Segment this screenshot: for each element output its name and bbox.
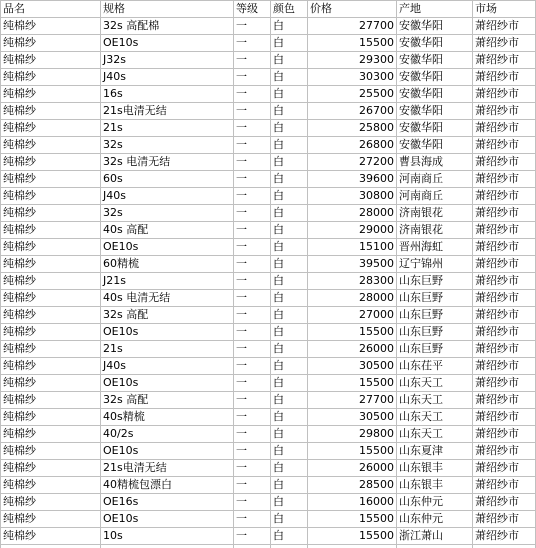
table-row [1, 188, 536, 205]
cell-market[interactable]: 萧绍纱市 [473, 103, 536, 120]
cell-grade[interactable]: 一 [234, 154, 271, 171]
cell-origin[interactable]: 曹县海成 [397, 154, 473, 171]
empty-cell[interactable] [473, 545, 536, 548]
cell-color[interactable]: 白 [271, 154, 308, 171]
empty-cell[interactable] [397, 545, 473, 548]
cell-product-name[interactable]: 纯棉纱 [1, 222, 101, 239]
cell-color[interactable]: 白 [271, 103, 308, 120]
cell-spec[interactable]: OE10s [101, 443, 234, 460]
cell-market[interactable]: 萧绍纱市 [473, 188, 536, 205]
cell-price[interactable]: 15500 [308, 324, 397, 341]
cell-color[interactable]: 白 [271, 324, 308, 341]
cell-spec[interactable]: 16s [101, 86, 234, 103]
cell-market[interactable]: 萧绍纱市 [473, 222, 536, 239]
cell-product-name[interactable]: 纯棉纱 [1, 171, 101, 188]
cell-price[interactable]: 26000 [308, 341, 397, 358]
table-row [1, 18, 536, 35]
cell-grade[interactable]: 一 [234, 171, 271, 188]
cell-color[interactable]: 白 [271, 477, 308, 494]
cell-market[interactable]: 萧绍纱市 [473, 52, 536, 69]
cell-origin[interactable]: 安徽华阳 [397, 120, 473, 137]
cell-grade[interactable]: 一 [234, 426, 271, 443]
header-product-name[interactable]: 品名 [1, 1, 101, 18]
cell-grade[interactable]: 一 [234, 188, 271, 205]
cell-price[interactable]: 27000 [308, 307, 397, 324]
cell-product-name[interactable]: 纯棉纱 [1, 528, 101, 545]
cell-color[interactable]: 白 [271, 290, 308, 307]
cell-grade[interactable]: 一 [234, 86, 271, 103]
cell-spec[interactable]: 32s [101, 137, 234, 154]
cell-price[interactable]: 29000 [308, 222, 397, 239]
cell-price[interactable]: 39600 [308, 171, 397, 188]
cell-spec[interactable]: 21s电清无结 [101, 460, 234, 477]
cell-market[interactable]: 萧绍纱市 [473, 375, 536, 392]
cell-spec[interactable]: 32s 高配棉 [101, 18, 234, 35]
cell-market[interactable]: 萧绍纱市 [473, 256, 536, 273]
cell-product-name[interactable]: 纯棉纱 [1, 273, 101, 290]
cell-origin[interactable]: 山东巨野 [397, 324, 473, 341]
cell-origin[interactable]: 浙江萧山 [397, 528, 473, 545]
cell-color[interactable]: 白 [271, 375, 308, 392]
cell-market[interactable]: 萧绍纱市 [473, 443, 536, 460]
table-row [1, 358, 536, 375]
table-row [1, 409, 536, 426]
table-row [1, 137, 536, 154]
cell-market[interactable]: 萧绍纱市 [473, 35, 536, 52]
cell-price[interactable]: 15500 [308, 511, 397, 528]
cell-color[interactable]: 白 [271, 409, 308, 426]
cell-grade[interactable]: 一 [234, 477, 271, 494]
cell-market[interactable]: 萧绍纱市 [473, 290, 536, 307]
cell-grade[interactable]: 一 [234, 239, 271, 256]
table-row [1, 392, 536, 409]
cell-product-name[interactable]: 纯棉纱 [1, 477, 101, 494]
cell-price[interactable]: 30500 [308, 358, 397, 375]
cell-price[interactable]: 26700 [308, 103, 397, 120]
cell-color[interactable]: 白 [271, 256, 308, 273]
cell-price[interactable]: 39500 [308, 256, 397, 273]
cell-color[interactable]: 白 [271, 426, 308, 443]
cell-color[interactable]: 白 [271, 460, 308, 477]
cell-price[interactable]: 27200 [308, 154, 397, 171]
cell-grade[interactable]: 一 [234, 120, 271, 137]
cell-product-name[interactable]: 纯棉纱 [1, 256, 101, 273]
cell-product-name[interactable]: 纯棉纱 [1, 358, 101, 375]
cell-price[interactable]: 28000 [308, 205, 397, 222]
cell-color[interactable]: 白 [271, 239, 308, 256]
cell-market[interactable]: 萧绍纱市 [473, 154, 536, 171]
cell-market[interactable]: 萧绍纱市 [473, 69, 536, 86]
cell-market[interactable]: 萧绍纱市 [473, 239, 536, 256]
cell-spec[interactable]: 40s精梳 [101, 409, 234, 426]
table-row [1, 239, 536, 256]
cell-color[interactable]: 白 [271, 273, 308, 290]
cell-color[interactable]: 白 [271, 188, 308, 205]
cell-grade[interactable]: 一 [234, 69, 271, 86]
table-row [1, 494, 536, 511]
cell-color[interactable]: 白 [271, 205, 308, 222]
cell-origin[interactable]: 山东仲元 [397, 494, 473, 511]
cell-origin[interactable]: 山东银丰 [397, 460, 473, 477]
cell-spec[interactable]: J21s [101, 273, 234, 290]
cell-product-name[interactable]: 纯棉纱 [1, 239, 101, 256]
header-price[interactable]: 价格 [308, 1, 397, 18]
cell-product-name[interactable]: 纯棉纱 [1, 18, 101, 35]
table-row [1, 35, 536, 52]
cell-spec[interactable]: 60精梳 [101, 256, 234, 273]
cell-market[interactable]: 萧绍纱市 [473, 86, 536, 103]
cell-market[interactable]: 萧绍纱市 [473, 358, 536, 375]
cell-spec[interactable]: 40s 电清无结 [101, 290, 234, 307]
cell-price[interactable]: 15500 [308, 375, 397, 392]
cell-spec[interactable]: 21s [101, 341, 234, 358]
cell-origin[interactable]: 山东茌平 [397, 358, 473, 375]
cell-price[interactable]: 15500 [308, 528, 397, 545]
cell-spec[interactable]: 40s 高配 [101, 222, 234, 239]
cell-price[interactable]: 25500 [308, 86, 397, 103]
cell-product-name[interactable]: 纯棉纱 [1, 103, 101, 120]
cell-price[interactable]: 15100 [308, 239, 397, 256]
cell-price[interactable]: 30500 [308, 409, 397, 426]
cell-market[interactable]: 萧绍纱市 [473, 307, 536, 324]
cell-price[interactable]: 27700 [308, 392, 397, 409]
cell-market[interactable]: 萧绍纱市 [473, 477, 536, 494]
cell-spec[interactable]: 21s电清无结 [101, 103, 234, 120]
table-row [1, 222, 536, 239]
cell-origin[interactable]: 山东天工 [397, 409, 473, 426]
cell-grade[interactable]: 一 [234, 205, 271, 222]
cell-price[interactable]: 15500 [308, 35, 397, 52]
cell-spec[interactable]: 32s 高配 [101, 392, 234, 409]
cell-grade[interactable]: 一 [234, 290, 271, 307]
cell-product-name[interactable]: 纯棉纱 [1, 392, 101, 409]
table-row [1, 205, 536, 222]
header-row [1, 1, 536, 18]
cell-color[interactable]: 白 [271, 171, 308, 188]
empty-cell[interactable] [234, 545, 271, 548]
cell-color[interactable]: 白 [271, 528, 308, 545]
table-row [1, 52, 536, 69]
cell-origin[interactable]: 晋州海虹 [397, 239, 473, 256]
cell-spec[interactable]: J40s [101, 188, 234, 205]
cell-color[interactable]: 白 [271, 511, 308, 528]
cell-product-name[interactable]: 纯棉纱 [1, 426, 101, 443]
cell-grade[interactable]: 一 [234, 494, 271, 511]
cell-spec[interactable]: 21s [101, 120, 234, 137]
cell-origin[interactable]: 安徽华阳 [397, 69, 473, 86]
cell-product-name[interactable]: 纯棉纱 [1, 52, 101, 69]
cell-grade[interactable]: 一 [234, 409, 271, 426]
empty-cell[interactable] [101, 545, 234, 548]
cell-product-name[interactable]: 纯棉纱 [1, 86, 101, 103]
cell-product-name[interactable]: 纯棉纱 [1, 443, 101, 460]
cell-spec[interactable]: 32s 电清无结 [101, 154, 234, 171]
cell-origin[interactable]: 山东天工 [397, 426, 473, 443]
cell-grade[interactable]: 一 [234, 324, 271, 341]
cell-price[interactable]: 29800 [308, 426, 397, 443]
cell-grade[interactable]: 一 [234, 341, 271, 358]
empty-cell[interactable] [1, 545, 101, 548]
cell-origin[interactable]: 山东天工 [397, 375, 473, 392]
cell-spec[interactable]: OE10s [101, 324, 234, 341]
cell-market[interactable]: 萧绍纱市 [473, 511, 536, 528]
cell-price[interactable]: 28300 [308, 273, 397, 290]
cell-grade[interactable]: 一 [234, 256, 271, 273]
empty-cell[interactable] [271, 545, 308, 548]
cell-product-name[interactable]: 纯棉纱 [1, 375, 101, 392]
cell-market[interactable]: 萧绍纱市 [473, 171, 536, 188]
table-row [1, 511, 536, 528]
cell-origin[interactable]: 河南商丘 [397, 188, 473, 205]
cell-market[interactable]: 萧绍纱市 [473, 18, 536, 35]
cell-spec[interactable]: OE10s [101, 35, 234, 52]
cell-grade[interactable]: 一 [234, 443, 271, 460]
cell-origin[interactable]: 山东天工 [397, 392, 473, 409]
cell-grade[interactable]: 一 [234, 511, 271, 528]
table-row [1, 154, 536, 171]
table-row [1, 426, 536, 443]
cell-market[interactable]: 萧绍纱市 [473, 341, 536, 358]
cell-origin[interactable]: 安徽华阳 [397, 86, 473, 103]
cell-product-name[interactable]: 纯棉纱 [1, 409, 101, 426]
cell-grade[interactable]: 一 [234, 375, 271, 392]
cell-origin[interactable]: 安徽华阳 [397, 103, 473, 120]
cell-grade[interactable]: 一 [234, 52, 271, 69]
table-row [1, 86, 536, 103]
cell-grade[interactable]: 一 [234, 358, 271, 375]
cell-market[interactable]: 萧绍纱市 [473, 205, 536, 222]
cell-product-name[interactable]: 纯棉纱 [1, 69, 101, 86]
table-row [1, 460, 536, 477]
cell-spec[interactable]: 32s [101, 205, 234, 222]
cell-price[interactable]: 26800 [308, 137, 397, 154]
cell-price[interactable]: 30300 [308, 69, 397, 86]
cell-market[interactable]: 萧绍纱市 [473, 409, 536, 426]
cell-origin[interactable]: 山东巨野 [397, 307, 473, 324]
cell-spec[interactable]: OE10s [101, 375, 234, 392]
cell-color[interactable]: 白 [271, 69, 308, 86]
cell-grade[interactable]: 一 [234, 528, 271, 545]
cell-color[interactable]: 白 [271, 358, 308, 375]
cell-color[interactable]: 白 [271, 137, 308, 154]
cell-product-name[interactable]: 纯棉纱 [1, 205, 101, 222]
cell-price[interactable]: 26000 [308, 460, 397, 477]
cell-price[interactable]: 30800 [308, 188, 397, 205]
cell-product-name[interactable]: 纯棉纱 [1, 511, 101, 528]
table-row [1, 341, 536, 358]
cell-origin[interactable]: 济南银花 [397, 222, 473, 239]
table-row [1, 69, 536, 86]
table-row [1, 256, 536, 273]
cell-product-name[interactable]: 纯棉纱 [1, 307, 101, 324]
cell-product-name[interactable]: 纯棉纱 [1, 137, 101, 154]
cell-spec[interactable]: OE10s [101, 511, 234, 528]
cell-product-name[interactable]: 纯棉纱 [1, 120, 101, 137]
cell-price[interactable]: 28500 [308, 477, 397, 494]
cell-origin[interactable]: 山东银丰 [397, 477, 473, 494]
table-row [1, 290, 536, 307]
cell-grade[interactable]: 一 [234, 103, 271, 120]
cell-spec[interactable]: 10s [101, 528, 234, 545]
cell-color[interactable]: 白 [271, 443, 308, 460]
cell-spec[interactable]: 60s [101, 171, 234, 188]
table-row [1, 528, 536, 545]
cell-spec[interactable]: J40s [101, 69, 234, 86]
cell-color[interactable]: 白 [271, 222, 308, 239]
cell-color[interactable]: 白 [271, 494, 308, 511]
cell-origin[interactable]: 安徽华阳 [397, 52, 473, 69]
cell-color[interactable]: 白 [271, 120, 308, 137]
cell-color[interactable]: 白 [271, 341, 308, 358]
cell-product-name[interactable]: 纯棉纱 [1, 290, 101, 307]
cell-product-name[interactable]: 纯棉纱 [1, 494, 101, 511]
cell-spec[interactable]: OE10s [101, 239, 234, 256]
cell-product-name[interactable]: 纯棉纱 [1, 324, 101, 341]
cell-origin[interactable]: 安徽华阳 [397, 35, 473, 52]
cell-color[interactable]: 白 [271, 86, 308, 103]
cell-product-name[interactable]: 纯棉纱 [1, 35, 101, 52]
cell-grade[interactable]: 一 [234, 307, 271, 324]
cell-product-name[interactable]: 纯棉纱 [1, 460, 101, 477]
table-row [1, 120, 536, 137]
table-row [1, 324, 536, 341]
cell-spec[interactable]: J32s [101, 52, 234, 69]
cell-origin[interactable]: 河南商丘 [397, 171, 473, 188]
cell-origin[interactable]: 山东巨野 [397, 273, 473, 290]
cell-market[interactable]: 萧绍纱市 [473, 392, 536, 409]
cell-price[interactable]: 27700 [308, 18, 397, 35]
cell-grade[interactable]: 一 [234, 460, 271, 477]
cell-color[interactable]: 白 [271, 35, 308, 52]
cell-origin[interactable]: 辽宁锦州 [397, 256, 473, 273]
table-row-cutoff [1, 545, 536, 548]
table-row [1, 103, 536, 120]
cell-price[interactable]: 16000 [308, 494, 397, 511]
cell-grade[interactable]: 一 [234, 222, 271, 239]
empty-cell[interactable] [308, 545, 397, 548]
cell-grade[interactable]: 一 [234, 18, 271, 35]
cell-market[interactable]: 萧绍纱市 [473, 528, 536, 545]
cell-price[interactable]: 29300 [308, 52, 397, 69]
cell-grade[interactable]: 一 [234, 137, 271, 154]
header-grade[interactable]: 等级 [234, 1, 271, 18]
cell-color[interactable]: 白 [271, 307, 308, 324]
cell-color[interactable]: 白 [271, 392, 308, 409]
cell-color[interactable]: 白 [271, 52, 308, 69]
table-row [1, 443, 536, 460]
table-row [1, 273, 536, 290]
cell-market[interactable]: 萧绍纱市 [473, 460, 536, 477]
cell-spec[interactable]: 40/2s [101, 426, 234, 443]
cell-market[interactable]: 萧绍纱市 [473, 137, 536, 154]
cell-spec[interactable]: OE16s [101, 494, 234, 511]
cell-origin[interactable]: 山东仲元 [397, 511, 473, 528]
table-row [1, 375, 536, 392]
cell-spec[interactable]: 40精梳包漂白 [101, 477, 234, 494]
cell-price[interactable]: 28000 [308, 290, 397, 307]
cell-origin[interactable]: 安徽华阳 [397, 137, 473, 154]
table-row [1, 171, 536, 188]
cell-color[interactable]: 白 [271, 18, 308, 35]
cell-product-name[interactable]: 纯棉纱 [1, 341, 101, 358]
cell-origin[interactable]: 济南银花 [397, 205, 473, 222]
cell-market[interactable]: 萧绍纱市 [473, 426, 536, 443]
cell-market[interactable]: 萧绍纱市 [473, 120, 536, 137]
table-row [1, 307, 536, 324]
cell-origin[interactable]: 山东夏津 [397, 443, 473, 460]
cell-product-name[interactable]: 纯棉纱 [1, 188, 101, 205]
cell-spec[interactable]: 32s 高配 [101, 307, 234, 324]
cell-market[interactable]: 萧绍纱市 [473, 273, 536, 290]
cell-origin[interactable]: 山东巨野 [397, 341, 473, 358]
header-color[interactable]: 颜色 [271, 1, 308, 18]
cell-spec[interactable]: J40s [101, 358, 234, 375]
header-origin[interactable]: 产地 [397, 1, 473, 18]
cell-grade[interactable]: 一 [234, 273, 271, 290]
cell-market[interactable]: 萧绍纱市 [473, 494, 536, 511]
cell-price[interactable]: 15500 [308, 443, 397, 460]
cell-market[interactable]: 萧绍纱市 [473, 324, 536, 341]
cell-origin[interactable]: 安徽华阳 [397, 18, 473, 35]
cell-price[interactable]: 25800 [308, 120, 397, 137]
cell-grade[interactable]: 一 [234, 35, 271, 52]
cell-grade[interactable]: 一 [234, 392, 271, 409]
header-market[interactable]: 市场 [473, 1, 536, 18]
header-spec[interactable]: 规格 [101, 1, 234, 18]
cell-origin[interactable]: 山东巨野 [397, 290, 473, 307]
cell-product-name[interactable]: 纯棉纱 [1, 154, 101, 171]
table-row [1, 477, 536, 494]
